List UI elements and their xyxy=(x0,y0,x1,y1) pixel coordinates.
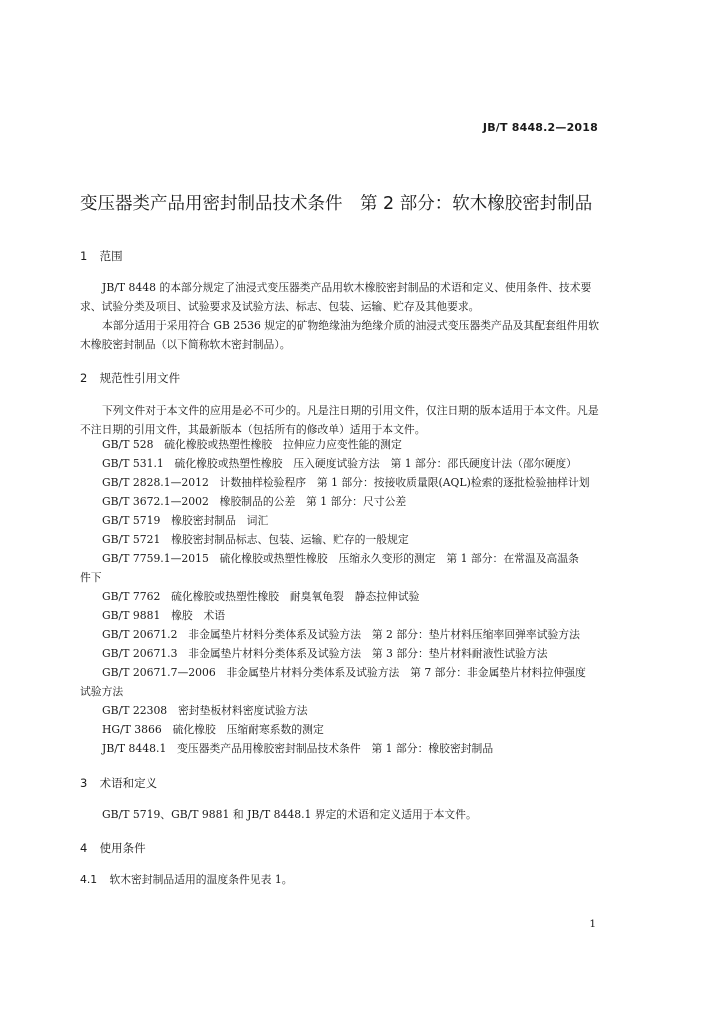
reference-item: GB/T 5721 橡胶密封制品标志、包装、运输、贮存的一般规定 xyxy=(102,533,409,546)
section-3-heading xyxy=(80,775,157,791)
scope-paragraph-1: JB/T 8448 的本部分规定了油浸式变压器类产品用软木橡胶密封制品的术语和定义、使用条件、技术要求、试验分类及项目、试验要求及试验方法、标志、包装、运输、贮存及其他要求。 xyxy=(80,281,592,313)
reference-item-continuation: 件下 xyxy=(80,571,102,584)
page-number: 1 xyxy=(589,918,596,930)
reference-item: GB/T 7759.1—2015 硫化橡胶或热塑性橡胶 压缩永久变形的测定 第 1 部分：在常温及高温条 xyxy=(102,552,579,565)
reference-item: GB/T 9881 橡胶 术语 xyxy=(102,609,226,622)
scope-paragraph-2: 本部分适用于采用符合 GB 2536 规定的矿物绝缘油为绝缘介质的油浸式变压器类产品及其配套组件用软木橡胶密封制品（以下简称软木密封制品）。 xyxy=(80,319,600,351)
section-title: 术语和定义 xyxy=(99,776,158,790)
section-number: 2 xyxy=(80,371,88,385)
section-number: 3 xyxy=(80,776,88,790)
document-title: 变压器类产品用密封制品技术条件 第 2 部分：软木橡胶密封制品 xyxy=(80,194,593,214)
reference-item-continuation: 试验方法 xyxy=(80,685,124,698)
standard-number: JB/T 8448.2—2018 xyxy=(482,121,598,134)
reference-item: JB/T 8448.1 变压器类产品用橡胶密封制品技术条件 第 1 部分：橡胶密封制品 xyxy=(102,742,494,755)
section-number: 4 xyxy=(80,841,88,855)
section-title: 使用条件 xyxy=(99,841,146,855)
section-4-heading xyxy=(80,840,146,856)
section-number: 1 xyxy=(80,249,88,263)
reference-item: GB/T 20671.7—2006 非金属垫片材料分类体系及试验方法 第 7 部分：非金属垫片材料拉伸强度 xyxy=(102,666,586,679)
reference-item: GB/T 2828.1—2012 计数抽样检验程序 第 1 部分：按接收质量限(AQL)检索的逐批检验抽样计划 xyxy=(102,476,590,489)
terms-paragraph: GB/T 5719、GB/T 9881 和 JB/T 8448.1 界定的术语和定义适用于本文件。 xyxy=(102,808,477,821)
reference-item: HG/T 3866 硫化橡胶 压缩耐寒系数的测定 xyxy=(102,723,324,736)
reference-item: GB/T 531.1 硫化橡胶或热塑性橡胶 压入硬度试验方法 第 1 部分：邵氏硬度计法（邵尔硬度） xyxy=(102,457,577,470)
section-2-heading xyxy=(80,370,180,386)
reference-item: GB/T 5719 橡胶密封制品 词汇 xyxy=(102,514,269,527)
clause-4-1 xyxy=(80,870,600,889)
section-title: 范围 xyxy=(99,249,123,263)
reference-item: GB/T 3672.1—2002 橡胶制品的公差 第 1 部分：尺寸公差 xyxy=(102,495,407,508)
section-1-heading xyxy=(80,248,123,264)
clause-number: 4.1 xyxy=(80,873,98,886)
reference-item: GB/T 22308 密封垫板材料密度试验方法 xyxy=(102,704,308,717)
section-title: 规范性引用文件 xyxy=(99,371,181,385)
reference-item: GB/T 20671.2 非金属垫片材料分类体系及试验方法 第 2 部分：垫片材料压缩率回弹率试验方法 xyxy=(102,628,580,641)
references-intro: 下列文件对于本文件的应用是必不可少的。凡是注日期的引用文件，仅注日期的版本适用于本文件。凡是不注日期的引用文件，其最新版本（包括所有的修改单）适用于本文件。 xyxy=(80,404,599,436)
reference-item: GB/T 20671.3 非金属垫片材料分类体系及试验方法 第 3 部分：垫片材料耐液性试验方法 xyxy=(102,647,548,660)
reference-item: GB/T 528 硫化橡胶或热塑性橡胶 拉伸应力应变性能的测定 xyxy=(102,438,402,451)
clause-text: 软木密封制品适用的温度条件见表 1。 xyxy=(109,873,293,886)
reference-item: GB/T 7762 硫化橡胶或热塑性橡胶 耐臭氧龟裂 静态拉伸试验 xyxy=(102,590,420,603)
